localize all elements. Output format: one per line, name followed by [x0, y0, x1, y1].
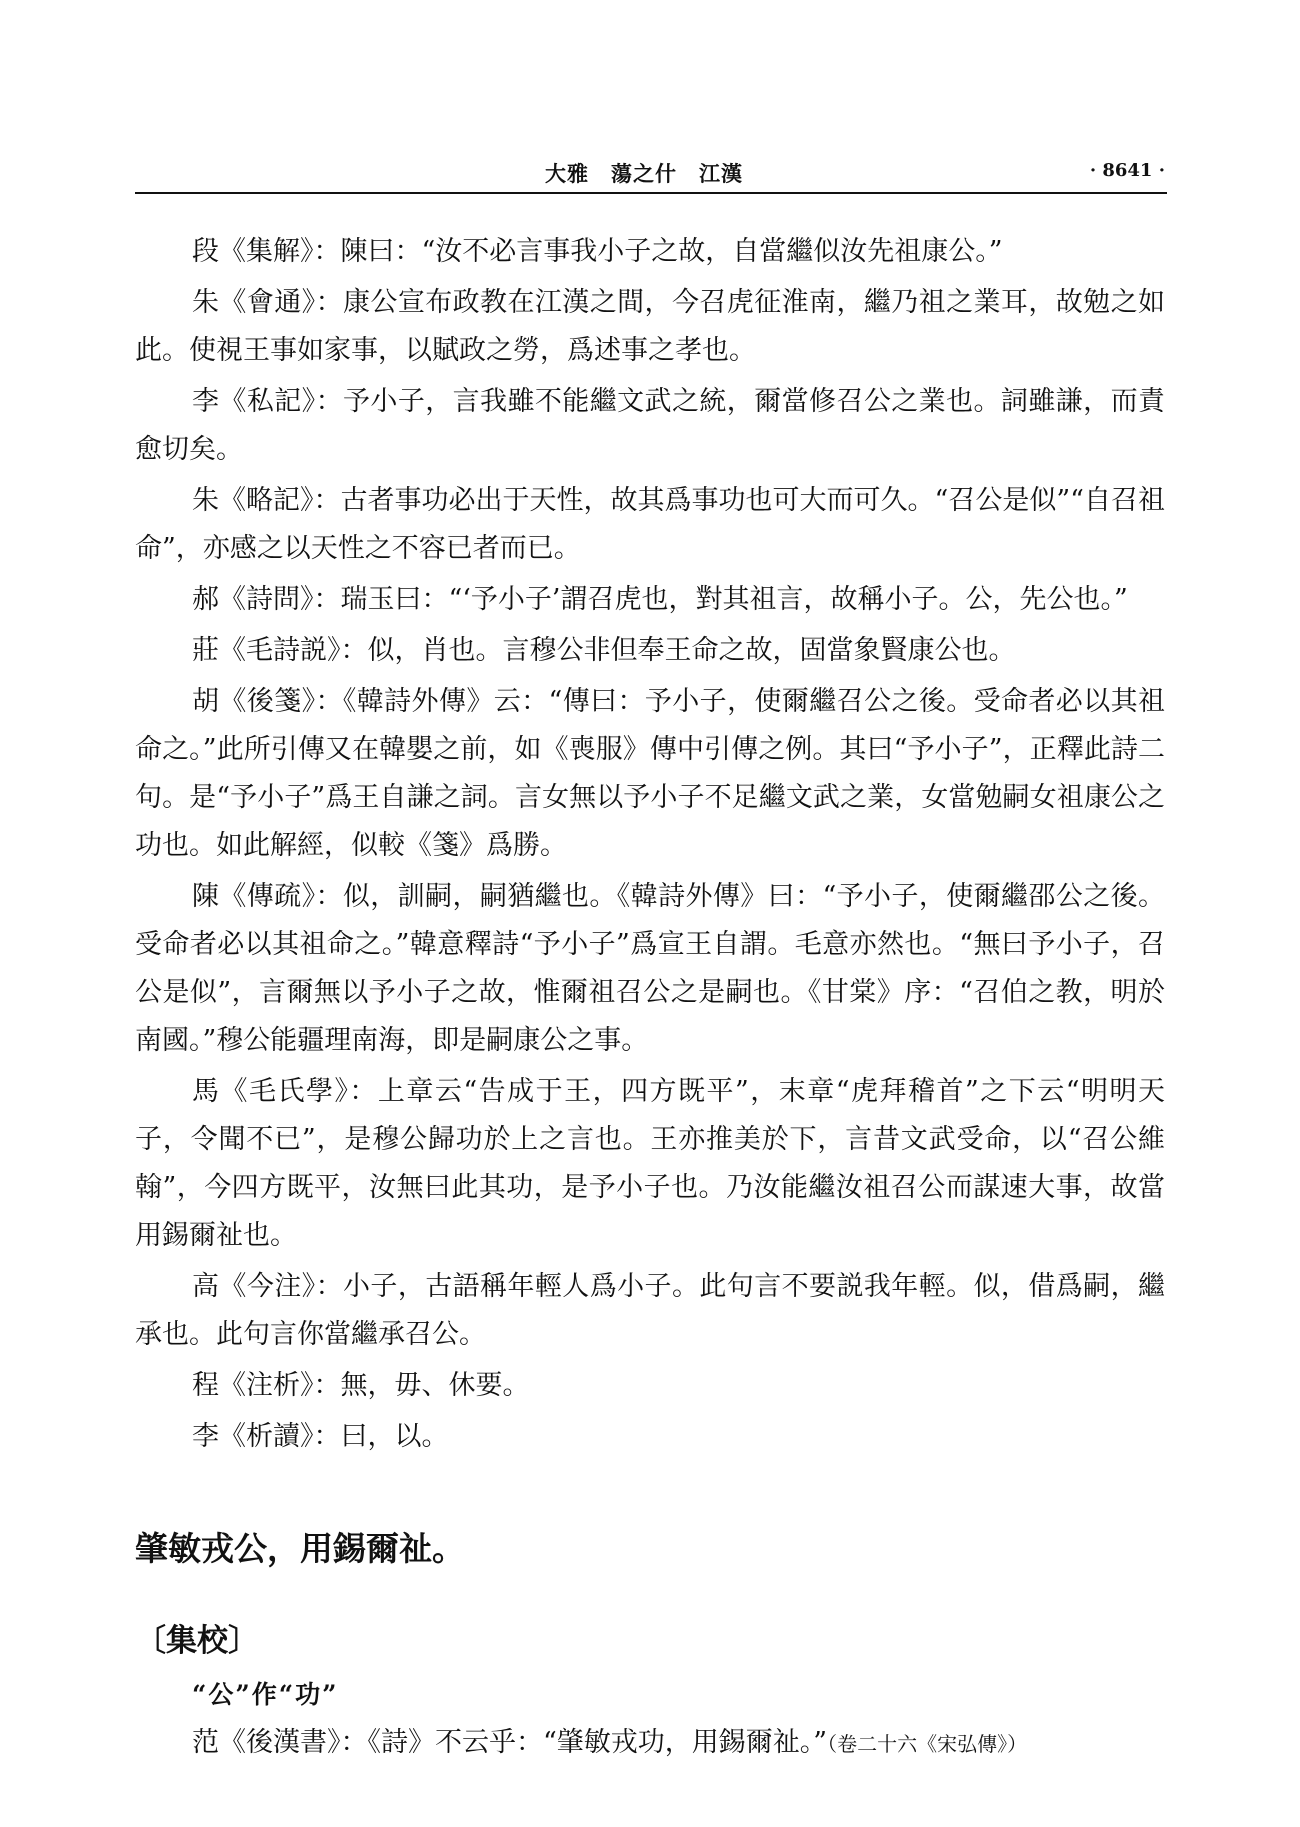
- page-header: [135, 158, 1165, 194]
- header-rule: [135, 192, 1167, 194]
- section-heading-jijiao: 〔集校〕: [135, 1623, 259, 1659]
- running-title: 大雅 蕩之什 江漢: [545, 161, 743, 186]
- main-text: [135, 228, 1165, 1771]
- page-number: · 8641 ·: [1089, 160, 1165, 181]
- verse-line: 肇敏戎公，用錫爾祉。: [135, 1529, 465, 1568]
- paragraph-zhu-lueji: 朱《略記》：古者事功必出于天性，故其爲事功也可大而可久。“召公是似”“自召祖命”，亦感之以天性之不容已者而已。: [135, 485, 1165, 564]
- paragraph-hao-shiwen: 郝《詩問》：瑞玉曰：“‘予小子’謂召虎也，對其祖言，故稱小子。公，先公也。”: [192, 584, 1128, 615]
- paragraph-chen-chuanshu: 陳《傳疏》：似，訓嗣，嗣猶繼也。《韓詩外傳》曰：“予小子，使爾繼邵公之後。受命者必以其祖命之。”韓意釋詩“予小子”爲宣王自謂。毛意亦然也。“無曰予小子，召公是似”，言爾無以予小子之故，惟爾祖召公之是嗣也。《甘棠》序：“召伯之教，明於南國。”穆公能疆理南海，即是嗣康公之事。: [135, 881, 1165, 1056]
- paragraph-fan-houhanshu: [135, 1719, 1165, 1768]
- subheading-variant: “公”作“功”: [192, 1680, 339, 1709]
- paragraph-li-siji: 李《私記》：予小子，言我雖不能繼文武之統，爾當修召公之業也。詞雖謙，而責愈切矣。: [135, 386, 1165, 465]
- paragraph-zhuang-maoshishuo: 莊《毛詩説》：似，肖也。言穆公非但奉王命之故，固當象賢康公也。: [192, 635, 1016, 666]
- paragraph-li-xidu: 李《析讀》：曰，以。: [192, 1421, 449, 1452]
- paragraph-gao-jinzhu: 高《今注》：小子，古語稱年輕人爲小子。此句言不要説我年輕。似，借爲嗣，繼承也。此句言你當繼承召公。: [135, 1271, 1165, 1350]
- paragraph-duan-jijie: 段《集解》：陳曰：“汝不必言事我小子之故，自當繼似汝先祖康公。”: [192, 236, 1003, 267]
- paragraph-hu-houjian: 胡《後箋》：《韓詩外傳》云：“傳曰：予小子，使爾繼召公之後。受命者必以其祖命之。”此所引傳又在韓嬰之前，如《喪服》傳中引傳之例。其曰“予小子”，正釋此詩二句。是“予小子”爲王自謙之詞。言女無以予小子不足繼文武之業，女當勉嗣女祖康公之功也。如此解經，似較《箋》爲勝。: [135, 686, 1165, 861]
- paragraph-cheng-zhuxi: 程《注析》：無，毋、休要。: [192, 1370, 530, 1401]
- paragraph-ma-maoshixue: 馬《毛氏學》：上章云“告成于王，四方既平”，末章“虎拜稽首”之下云“明明天子，令聞不已”，是穆公歸功於上之言也。王亦推美於下，言昔文武受命，以“召公維翰”，今四方既平，汝無曰此其功，是予小子也。乃汝能繼汝祖召公而謀速大事，故當用錫爾祉也。: [135, 1076, 1165, 1251]
- paragraph-zhu-huitong: 朱《會通》：康公宣布政教在江漢之間，今召虎征淮南，繼乃祖之業耳，故勉之如此。使視王事如家事，以賦政之勞，爲述事之孝也。: [135, 287, 1165, 366]
- paragraph-fan-text: 范《後漢書》：《詩》不云乎：“肇敏戎功，用錫爾祉。”: [192, 1727, 828, 1758]
- citation-note: （卷二十六《宋弘傳》）: [827, 1732, 1028, 1756]
